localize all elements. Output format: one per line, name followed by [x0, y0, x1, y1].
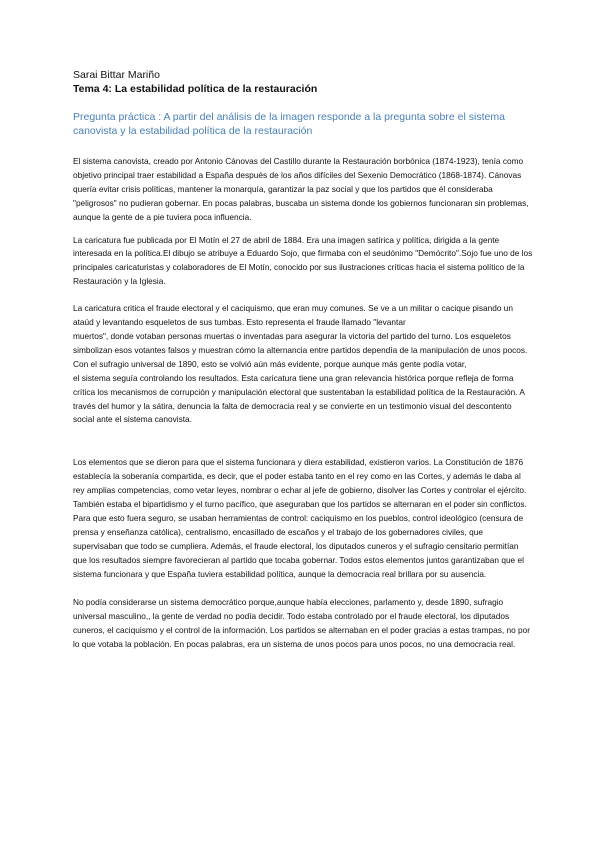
topic-heading: Tema 4: La estabilidad política de la restauración — [73, 83, 318, 95]
author-name: Sarai Bittar Mariño — [73, 69, 160, 81]
paragraph-intro: El sistema canovista, creado por Antonio Cánovas del Castillo durante la Restauración borbónica (1874-1923), tenía como objetivo principal traer estabilidad a España después de los años difíciles del Sexenio Democrático (1868-1874). Cánovas quería evitar crisis políticas, mantener la monarquía, garantizar la paz social y que los partidos que él consideraba "peligrosos" no pudieran gobernar. En pocas palabras, buscaba un sistema donde los gobiernos funcionaran sin problemas, aunque la gente de a pie tuviera poca influencia. — [73, 156, 529, 222]
paragraph-caricature-origin: La caricatura fue publicada por El Motín el 27 de abril de 1884. Era una imagen satírica y política, dirigida a la gente interesada en la política.El dibujo se atribuye a Eduardo Sojo, que firmaba con el seudónimo "Demócrito".Sojo fue uno de los principales caricaturistas y colaboradores de El Motín, conocido por sus ilustraciones críticas hacia el sistema político de la Restauración y la Iglesia. — [73, 234, 533, 287]
paragraph-stability-elements: Los elementos que se dieron para que el sistema funcionara y diera estabilidad, existieron varios. La Constitución de 1876 establecía la soberanía compartida, es decir, que el poder estaba tanto en el rey como en las Cortes, y además le daba al rey amplias competencias, como vetar leyes, nombrar o echar al jefe de gobierno, disolver las Cortes y controlar el ejército. También estaba el bipartidismo y el turno pacífico, que aseguraban que los partidos se alternaran en el poder sin conflictos. Para que esto fuera seguro, se usaban herramientas de control: caciquismo en los pueblos, control ideológico (censura de prensa y enseñanza católica), centralismo, encasillado de escaños y el trabajo de los gobernadores civiles, que supervisaban que todo se cumpliera. Además, el fraude electoral, los diputados cuneros y el sufragio censitario permitían que los resultados siempre favorecieran al partido que tocaba gobernar. Todos estos elementos juntos garantizaban que el sistema funcionara y que España tuviera estabilidad política, aunque la democracia real brillara por su ausencia. — [73, 457, 527, 579]
document-page — [73, 68, 533, 652]
paragraph-caricature-analysis: La caricatura critica el fraude electoral y el caciquismo, que eran muy comunes. Se ve a un militar o cacique pisando un ataúd y levantando esqueletos de sus tumbas. Esto representa el fraude llamado "levantar muertos", donde votaban personas muertas o inventadas para asegurar la victoria del partido del turno. Los esqueletos simbolizan esos votantes falsos y muestran cómo la alternancia entre partidos dependía de la manipulación de unos pocos. Con el sufragio universal de 1890, esto se volvió aún más evidente, porque aunque más gente podía votar, el sistema seguía controlando los resultados. Esta caricatura tiene una gran relevancia histórica porque refleja de forma crítica los mecanismos de corrupción y manipulación electoral que sustentaban la estabilidad política de la Restauración. A través del humor y la sátira, denuncia la falta de democracia real y se convierte en un testimonio visual del descontento social ante el sistema canovista. — [73, 303, 528, 425]
practical-question: Pregunta práctica : A partir del análisis de la imagen responde a la pregunta sobre el sistema canovista y la estabilidad política de la restauración — [73, 111, 505, 137]
paragraph-conclusion: No podía considerarse un sistema democrático porque,aunque había elecciones, parlamento y, desde 1890, sufragio universal masculino,, la gente de verdad no podía decidir. Todo estaba controlado por el fraude electoral, los diputados cuneros, el caciquismo y el control de la información. Los partidos se alternaban en el poder gracias a estas trampas, no por lo que votaba la población. En pocas palabras, era un sistema de unos pocos para unos pocos, no una democracia real. — [73, 597, 531, 650]
